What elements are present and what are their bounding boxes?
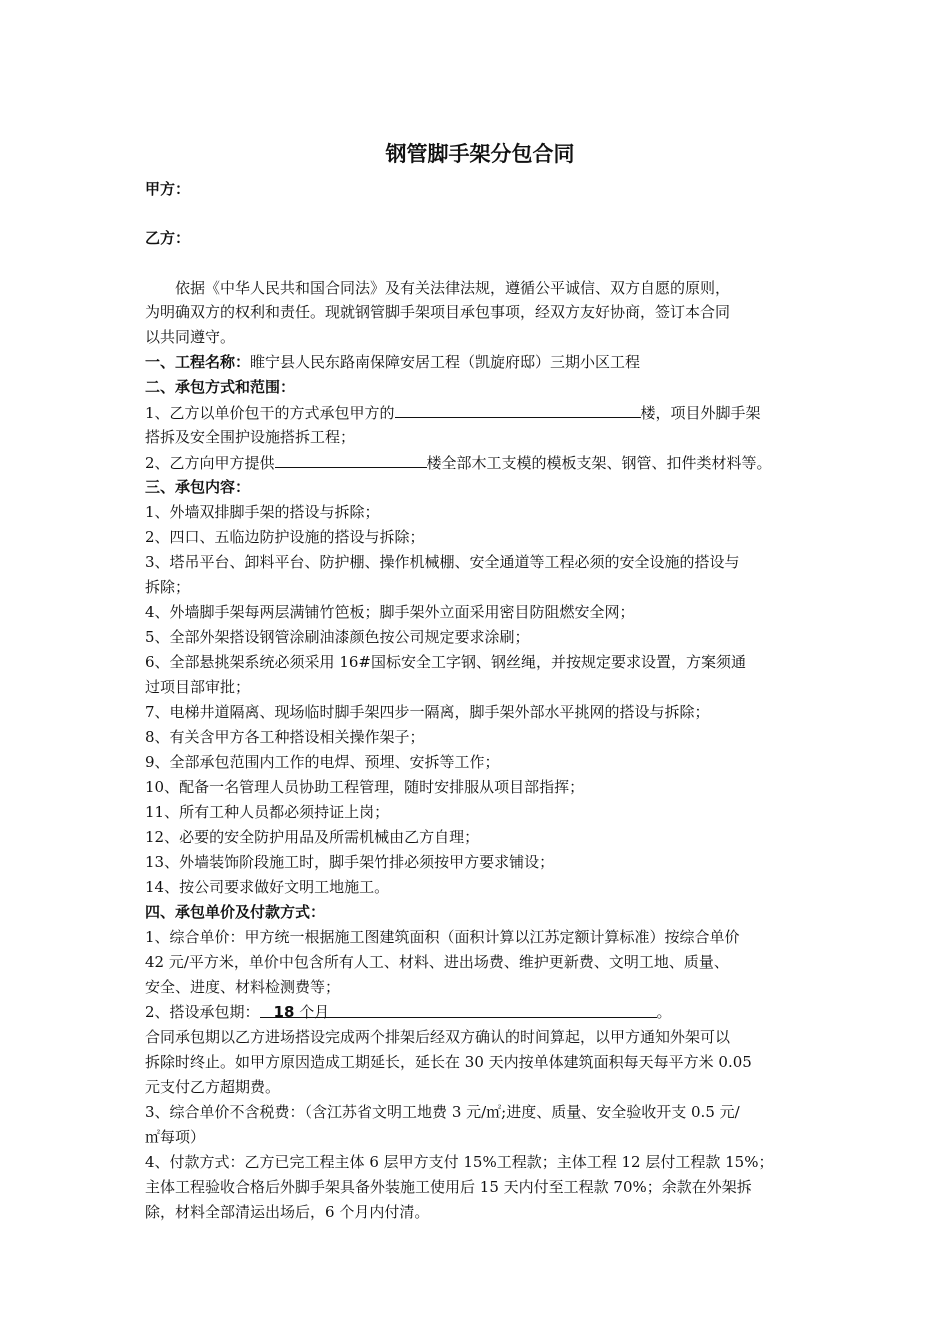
section-4-item-3: ㎡每项）	[145, 1128, 206, 1146]
section-4-item-4: 除，材料全部清运出场后，6 个月内付清。	[145, 1203, 430, 1221]
section-2-heading: 二、承包方式和范围：	[145, 378, 296, 396]
section-3-item: 4、外墙脚手架每两层满铺竹笆板；脚手架外立面采用密目防阻燃安全网；	[145, 603, 635, 621]
section-3-item: 9、全部承包范围内工作的电焊、预埋、安拆等工作；	[145, 753, 500, 771]
section-2-item-2	[145, 450, 772, 476]
section-4-item-1: 安全、进度、材料检测费等；	[145, 978, 341, 996]
intro-line: 依据《中华人民共和国合同法》及有关法律法规，遵循公平诚信、双方自愿的原则，	[175, 279, 731, 297]
section-3-item: 14、按公司要求做好文明工地施工。	[145, 878, 390, 896]
section-4-item-2	[145, 1000, 672, 1025]
item-text: 。	[656, 1003, 672, 1021]
party-a-label: 甲方：	[145, 180, 191, 198]
item-text: 1、乙方以单价包干的方式承包甲方的	[145, 404, 395, 422]
section-4-item-1: 1、综合单价：甲方统一根据施工图建筑面积（面积计算以江苏定额计算标准）按综合单价	[145, 928, 740, 946]
section-3-item: 6、全部悬挑架系统必须采用 16#国标安全工字钢、钢丝绳，并按规定要求设置，方案须通	[145, 653, 746, 671]
section-4-item-4: 主体工程验收合格后外脚手架具备外装施工使用后 15 天内付至工程款 70%；余款在外架拆	[145, 1178, 752, 1196]
section-3-item: 3、塔吊平台、卸料平台、防护棚、操作机械棚、安全通道等工程必须的安全设施的搭设与	[145, 553, 740, 571]
section-3-item: 过项目部审批；	[145, 678, 251, 696]
period-value: 18	[273, 1003, 295, 1021]
section-4-heading: 四、承包单价及付款方式：	[145, 903, 326, 921]
intro-line: 为明确双方的权利和责任。现就钢管脚手架项目承包事项，经双方友好协商，签订本合同	[145, 303, 731, 321]
period-field[interactable]	[260, 1000, 657, 1021]
item-text: 2、搭设承包期：	[145, 1003, 260, 1021]
section-3-item: 5、全部外架搭设钢管涂刷油漆颜色按公司规定要求涂刷；	[145, 628, 530, 646]
item-text: 楼全部木工支模的模板支架、钢管、扣件类材料等。	[426, 454, 772, 472]
section-3-item: 7、电梯井道隔离、现场临时脚手架四步一隔离，脚手架外部水平挑网的搭设与拆除；	[145, 703, 710, 721]
section-3-item: 拆除；	[145, 578, 191, 596]
section-4-item-2-note: 拆除时终止。如甲方原因造成工期延长，延长在 30 天内按单体建筑面积每天每平方米 0.05	[145, 1053, 752, 1071]
section-1	[145, 350, 640, 375]
section-2-item-1	[145, 400, 761, 426]
section-3-item: 8、有关含甲方各工种搭设相关操作架子；	[145, 728, 425, 746]
section-3-item: 2、四口、五临边防护设施的搭设与拆除；	[145, 528, 425, 546]
section-3-heading: 三、承包内容：	[145, 478, 251, 496]
document-title: 钢管脚手架分包合同	[385, 142, 575, 166]
section-4-item-1: 42 元/平方米，单价中包含所有人工、材料、进出场费、维护更新费、文明工地、质量、	[145, 953, 729, 971]
section-4-item-2-note: 元支付乙方超期费。	[145, 1078, 281, 1096]
project-name: 睢宁县人民东路南保障安居工程（凯旋府邸）三期小区工程	[250, 353, 641, 371]
period-unit: 个月	[299, 1003, 330, 1021]
item-text: 2、乙方向甲方提供	[145, 454, 275, 472]
section-4-item-4: 4、付款方式：乙方已完工程主体 6 层甲方支付 15%工程款；主体工程 12 层付工程款 15%；	[145, 1153, 774, 1171]
section-3-item: 10、配备一名管理人员协助工程管理，随时安排服从项目部指挥；	[145, 778, 585, 796]
party-b-label: 乙方：	[145, 229, 191, 247]
section-3-item: 11、所有工种人员都必须持证上岗；	[145, 803, 390, 821]
section-4-item-3: 3、综合单价不含税费：（含江苏省文明工地费 3 元/㎡;进度、质量、安全验收开支 0.5 元/	[145, 1103, 740, 1121]
section-4-item-2-note: 合同承包期以乙方进场搭设完成两个排架后经双方确认的时间算起，以甲方通知外架可以	[145, 1028, 731, 1046]
section-3-item: 1、外墙双排脚手架的搭设与拆除；	[145, 503, 380, 521]
section-3-item: 13、外墙装饰阶段施工时，脚手架竹排必须按甲方要求铺设；	[145, 853, 555, 871]
section-1-label: 一、工程名称：	[145, 353, 251, 371]
intro-line: 以共同遵守。	[145, 328, 236, 346]
blank-building-field[interactable]	[395, 400, 641, 418]
blank-building-field[interactable]	[275, 450, 427, 468]
section-3-item: 12、必要的安全防护用品及所需机械由乙方自理；	[145, 828, 480, 846]
section-2-item-1-cont: 搭拆及安全围护设施搭拆工程；	[145, 428, 356, 446]
item-text: 楼，项目外脚手架	[640, 404, 761, 422]
